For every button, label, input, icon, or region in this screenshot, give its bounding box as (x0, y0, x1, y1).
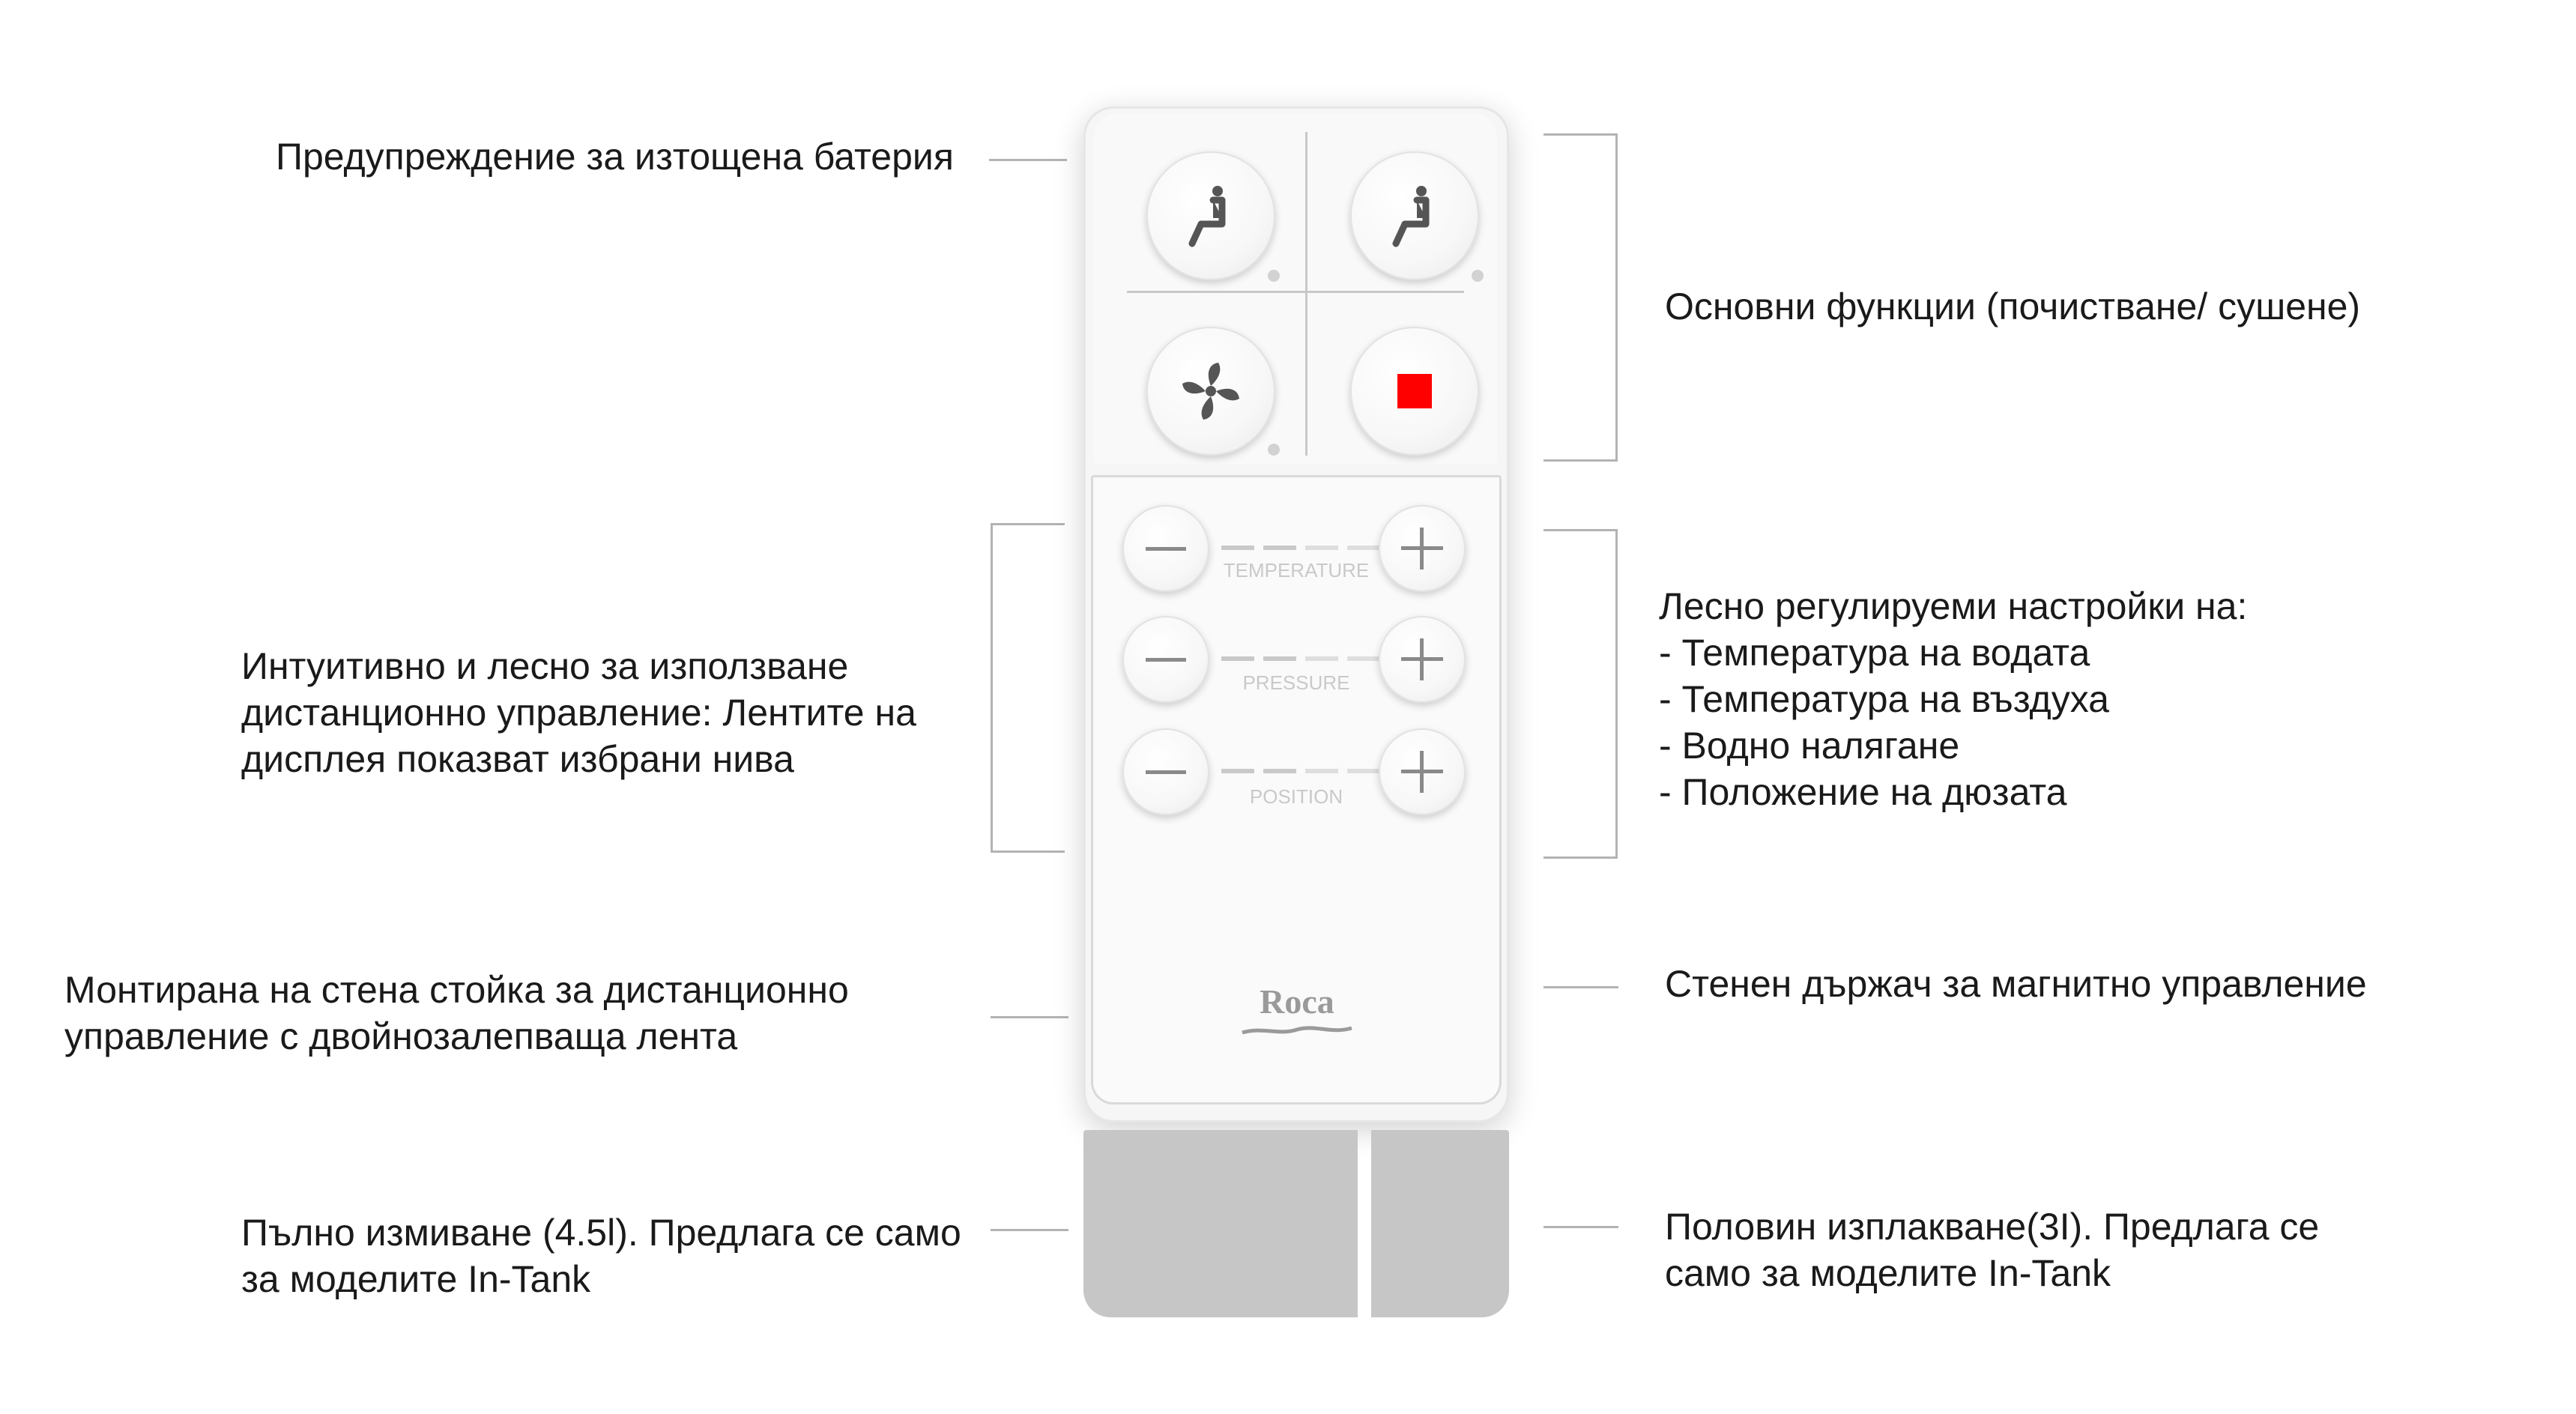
minus-icon (1146, 658, 1186, 662)
label-wall-mount: Монтирана на стена стойка за дистанционно управление с двойнозалепваща лента (64, 969, 849, 1057)
position-plus-button[interactable] (1379, 728, 1466, 815)
dryer-button[interactable] (1146, 327, 1275, 456)
panel-divider-vertical (1305, 132, 1307, 456)
leader-wall-mount (991, 1016, 1068, 1018)
stop-square-icon (1397, 374, 1432, 408)
remote-control (1083, 106, 1509, 1123)
temperature-label: TEMPERATURE (1223, 559, 1370, 581)
position-label: POSITION (1249, 785, 1343, 808)
temperature-level-bar (1221, 546, 1380, 550)
temperature-plus-button[interactable] (1379, 505, 1466, 592)
roca-logo: Roca (1260, 982, 1334, 1021)
minus-icon (1146, 770, 1186, 774)
pressure-label: PRESSURE (1242, 671, 1350, 694)
bracket-main-functions (1544, 133, 1618, 462)
seated-person-icon (1388, 182, 1441, 250)
label-half-flush: Половин изплакване(3I). Предлага се само за моделите In-Tank (1665, 1206, 2320, 1294)
dryer-led (1268, 444, 1280, 456)
temperature-minus-button[interactable] (1122, 505, 1209, 592)
bracket-adjustable-settings (1544, 529, 1618, 859)
leader-full-flush (991, 1229, 1068, 1231)
label-adjustable-settings: Лесно регулируеми настройки на: - Температура на водата - Температура на въздуха - Водно налягане - Положение на дюзата (1659, 585, 2248, 813)
pressure-minus-button[interactable] (1122, 616, 1209, 703)
bracket-intuitive-remote (991, 523, 1065, 853)
position-level-bar (1221, 769, 1380, 773)
front-wash-button[interactable] (1350, 151, 1479, 280)
main-functions-panel (1094, 114, 1497, 465)
rear-wash-button[interactable] (1146, 151, 1275, 280)
position-minus-button[interactable] (1122, 728, 1209, 815)
full-flush-button[interactable] (1083, 1130, 1358, 1317)
half-flush-button[interactable] (1371, 1130, 1509, 1317)
label-magnetic-holder: Стенен държач за магнитно управление (1665, 963, 2367, 1005)
label-full-flush: Пълно измиване (4.5l). Предлага се само за моделите In-Tank (241, 1212, 961, 1300)
plus-icon (1401, 751, 1443, 793)
leader-half-flush (1544, 1226, 1618, 1228)
front-wash-led (1472, 270, 1484, 282)
leader-magnetic-holder (1544, 986, 1618, 988)
stop-button[interactable] (1350, 327, 1479, 456)
panel-divider-horizontal (1127, 291, 1464, 293)
roca-logo-wave (1241, 1025, 1353, 1036)
minus-icon (1146, 547, 1186, 551)
label-intuitive-remote: Интуитивно и лесно за използване дистанционно управление: Лентите на дисплея показват избрани нива (241, 645, 916, 780)
rear-wash-led (1268, 270, 1280, 282)
seated-person-icon (1185, 182, 1237, 250)
label-battery-warning: Предупреждение за изтощена батерия (276, 136, 954, 178)
label-main-functions: Основни функции (почистване/ сушене) (1665, 285, 2361, 327)
plus-icon (1401, 638, 1443, 680)
fan-icon (1173, 354, 1248, 429)
pressure-plus-button[interactable] (1379, 616, 1466, 703)
pressure-level-bar (1221, 656, 1380, 661)
leader-battery-warning (989, 159, 1067, 161)
plus-icon (1401, 528, 1443, 569)
